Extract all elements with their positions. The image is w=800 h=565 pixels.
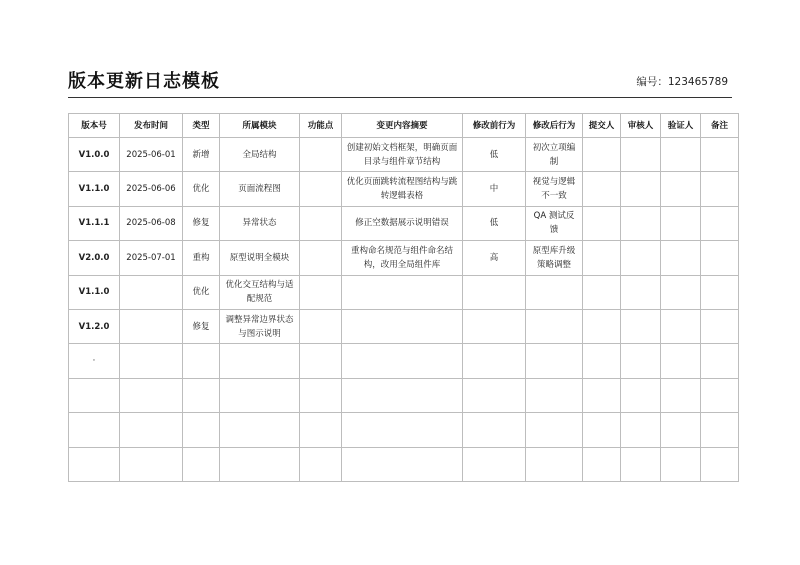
cell-submitter <box>583 275 621 309</box>
cell-submitter <box>583 138 621 172</box>
cell-after <box>526 344 583 378</box>
cell-reviewer <box>621 309 661 343</box>
cell-before: 低 <box>463 206 526 240</box>
cell-summary <box>342 344 463 378</box>
cell-feature <box>300 378 342 412</box>
cell-module <box>220 447 300 481</box>
column-header-note: 备注 <box>701 114 739 138</box>
cell-reviewer <box>621 241 661 275</box>
cell-verifier <box>661 413 701 447</box>
column-header-verifier: 验证人 <box>661 114 701 138</box>
cell-after: 视觉与逻辑不一致 <box>526 172 583 206</box>
cell-version: V1.1.0 <box>69 275 120 309</box>
cell-feature <box>300 344 342 378</box>
column-header-version: 版本号 <box>69 114 120 138</box>
table-row <box>69 172 739 206</box>
cell-date: 2025-07-01 <box>120 241 183 275</box>
cell-date <box>120 413 183 447</box>
column-header-type: 类型 <box>183 114 220 138</box>
cell-after: 原型库升级策略调整 <box>526 241 583 275</box>
cell-date <box>120 309 183 343</box>
cell-summary: 修正空数据展示说明错误 <box>342 206 463 240</box>
cell-feature <box>300 309 342 343</box>
cell-summary <box>342 309 463 343</box>
cell-module <box>220 344 300 378</box>
cell-note <box>701 206 739 240</box>
cell-reviewer <box>621 447 661 481</box>
cell-after: 初次立项编制 <box>526 138 583 172</box>
cell-feature <box>300 447 342 481</box>
cell-before <box>463 309 526 343</box>
cell-module: 页面流程图 <box>220 172 300 206</box>
cell-verifier <box>661 172 701 206</box>
cell-before: 高 <box>463 241 526 275</box>
cell-feature <box>300 138 342 172</box>
cell-module: 原型说明全模块 <box>220 241 300 275</box>
cell-reviewer <box>621 138 661 172</box>
version-log-table <box>68 113 739 482</box>
cell-submitter <box>583 413 621 447</box>
cell-summary <box>342 447 463 481</box>
cell-after <box>526 447 583 481</box>
cell-note <box>701 447 739 481</box>
cell-after: QA 测试反馈 <box>526 206 583 240</box>
cell-after <box>526 378 583 412</box>
cell-date: 2025-06-08 <box>120 206 183 240</box>
cell-before <box>463 447 526 481</box>
cell-module: 全局结构 <box>220 138 300 172</box>
cell-reviewer <box>621 413 661 447</box>
column-header-feature: 功能点 <box>300 114 342 138</box>
cell-module: 异常状态 <box>220 206 300 240</box>
table-row <box>69 447 739 481</box>
cell-reviewer <box>621 344 661 378</box>
cell-date <box>120 447 183 481</box>
cell-version: V1.1.0 <box>69 172 120 206</box>
table-row <box>69 206 739 240</box>
cell-note <box>701 413 739 447</box>
table-row <box>69 138 739 172</box>
cell-submitter <box>583 241 621 275</box>
cell-verifier <box>661 447 701 481</box>
cell-note <box>701 138 739 172</box>
cell-before <box>463 344 526 378</box>
table-row <box>69 413 739 447</box>
cell-feature <box>300 413 342 447</box>
column-header-summary: 变更内容摘要 <box>342 114 463 138</box>
cell-version: V1.0.0 <box>69 138 120 172</box>
document-number: 编号：123465789 <box>636 76 728 88</box>
column-header-module: 所属模块 <box>220 114 300 138</box>
table-row <box>69 309 739 343</box>
cell-reviewer <box>621 275 661 309</box>
cell-module: 调整异常边界状态与图示说明 <box>220 309 300 343</box>
cell-summary <box>342 413 463 447</box>
cell-type: 修复 <box>183 309 220 343</box>
cell-summary: 优化页面跳转流程图结构与跳转逻辑表格 <box>342 172 463 206</box>
cell-date: 2025-06-01 <box>120 138 183 172</box>
cell-type <box>183 344 220 378</box>
cell-date <box>120 378 183 412</box>
cell-verifier <box>661 309 701 343</box>
column-header-date: 发布时间 <box>120 114 183 138</box>
cell-version <box>69 447 120 481</box>
table-row <box>69 275 739 309</box>
cell-feature <box>300 241 342 275</box>
cell-type <box>183 378 220 412</box>
cell-note <box>701 378 739 412</box>
cell-reviewer <box>621 206 661 240</box>
column-header-after: 修改后行为 <box>526 114 583 138</box>
cell-before <box>463 378 526 412</box>
cell-note <box>701 241 739 275</box>
cell-reviewer <box>621 172 661 206</box>
cell-verifier <box>661 378 701 412</box>
cell-date <box>120 275 183 309</box>
cell-module <box>220 378 300 412</box>
cell-verifier <box>661 275 701 309</box>
cell-version <box>69 378 120 412</box>
cell-submitter <box>583 344 621 378</box>
cell-feature <box>300 275 342 309</box>
cell-version: · <box>69 344 120 378</box>
cell-type <box>183 413 220 447</box>
cell-submitter <box>583 309 621 343</box>
cell-reviewer <box>621 378 661 412</box>
cell-note <box>701 309 739 343</box>
cell-version: V1.2.0 <box>69 309 120 343</box>
cell-before: 中 <box>463 172 526 206</box>
cell-submitter <box>583 206 621 240</box>
column-header-before: 修改前行为 <box>463 114 526 138</box>
cell-after <box>526 275 583 309</box>
cell-verifier <box>661 344 701 378</box>
cell-after <box>526 413 583 447</box>
cell-before <box>463 275 526 309</box>
cell-type: 重构 <box>183 241 220 275</box>
cell-summary <box>342 378 463 412</box>
cell-summary <box>342 275 463 309</box>
cell-verifier <box>661 138 701 172</box>
cell-module: 优化交互结构与适配规范 <box>220 275 300 309</box>
cell-summary: 创建初始文档框架，明确页面目录与组件章节结构 <box>342 138 463 172</box>
cell-submitter <box>583 378 621 412</box>
cell-submitter <box>583 447 621 481</box>
cell-version <box>69 413 120 447</box>
cell-type: 新增 <box>183 138 220 172</box>
cell-type <box>183 447 220 481</box>
table-row <box>69 378 739 412</box>
table-header-row <box>69 114 739 138</box>
cell-type: 优化 <box>183 275 220 309</box>
cell-submitter <box>583 172 621 206</box>
column-header-submitter: 提交人 <box>583 114 621 138</box>
cell-date: 2025-06-06 <box>120 172 183 206</box>
column-header-reviewer: 审核人 <box>621 114 661 138</box>
cell-version: V2.0.0 <box>69 241 120 275</box>
title-divider <box>68 97 732 98</box>
cell-before <box>463 413 526 447</box>
cell-note <box>701 275 739 309</box>
table-row <box>69 241 739 275</box>
cell-after <box>526 309 583 343</box>
cell-version: V1.1.1 <box>69 206 120 240</box>
cell-summary: 重构命名规范与组件命名结构，改用全局组件库 <box>342 241 463 275</box>
cell-note <box>701 172 739 206</box>
cell-module <box>220 413 300 447</box>
cell-feature <box>300 206 342 240</box>
table-row <box>69 344 739 378</box>
cell-verifier <box>661 206 701 240</box>
cell-note <box>701 344 739 378</box>
cell-feature <box>300 172 342 206</box>
cell-type: 修复 <box>183 206 220 240</box>
cell-type: 优化 <box>183 172 220 206</box>
page-title: 版本更新日志模板 <box>68 71 220 92</box>
cell-before: 低 <box>463 138 526 172</box>
cell-date <box>120 344 183 378</box>
cell-verifier <box>661 241 701 275</box>
